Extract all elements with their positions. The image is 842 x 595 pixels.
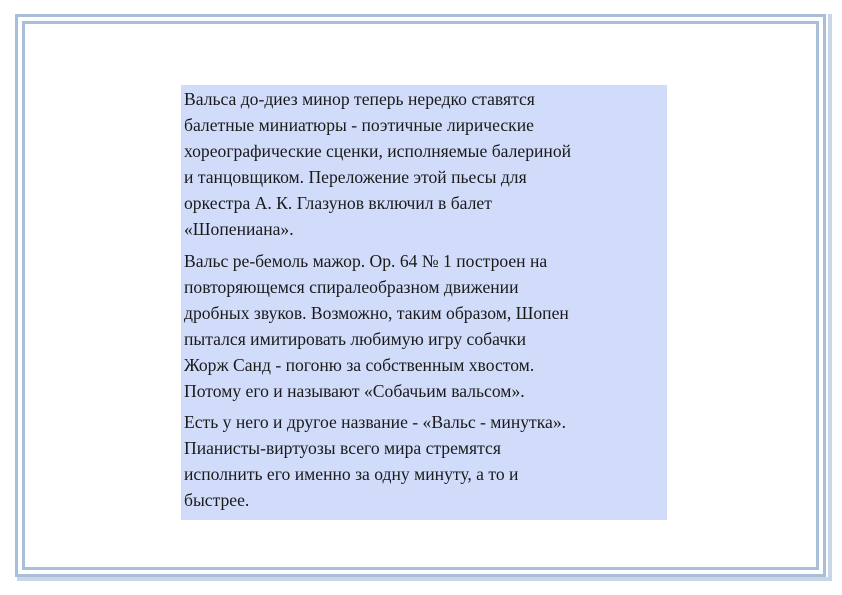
paragraph-1: Вальса до-диез минор теперь нередко ставятся балетные миниатюры - поэтичные лирические хореографические сценки, исполняемые балериной и танцовщиком. Переложение этой пьесы для оркестра А. К. Глазунов включил в балет «Шопениана». (184, 89, 572, 240)
frame-shadow-bottom (17, 577, 832, 581)
text-box (181, 85, 667, 520)
frame-shadow-right (828, 14, 832, 581)
paragraph-2: Вальс ре-бемоль мажор. Ор. 64 № 1 построен на повторяющемся спиралеобразном движении дробных звуков. Возможно, таким образом, Шопен пытался имитировать любимую игру собачки Жорж Санд - погоню за собственным хвостом. Потому его и называют «Собачьим вальсом». (184, 250, 569, 402)
paragraph-3: Есть у него и другое название - «Вальс - минутка». Пианисты-виртуозы всего мира стремятся исполнить его именно за одну минуту, а то и быстрее. (184, 412, 567, 511)
